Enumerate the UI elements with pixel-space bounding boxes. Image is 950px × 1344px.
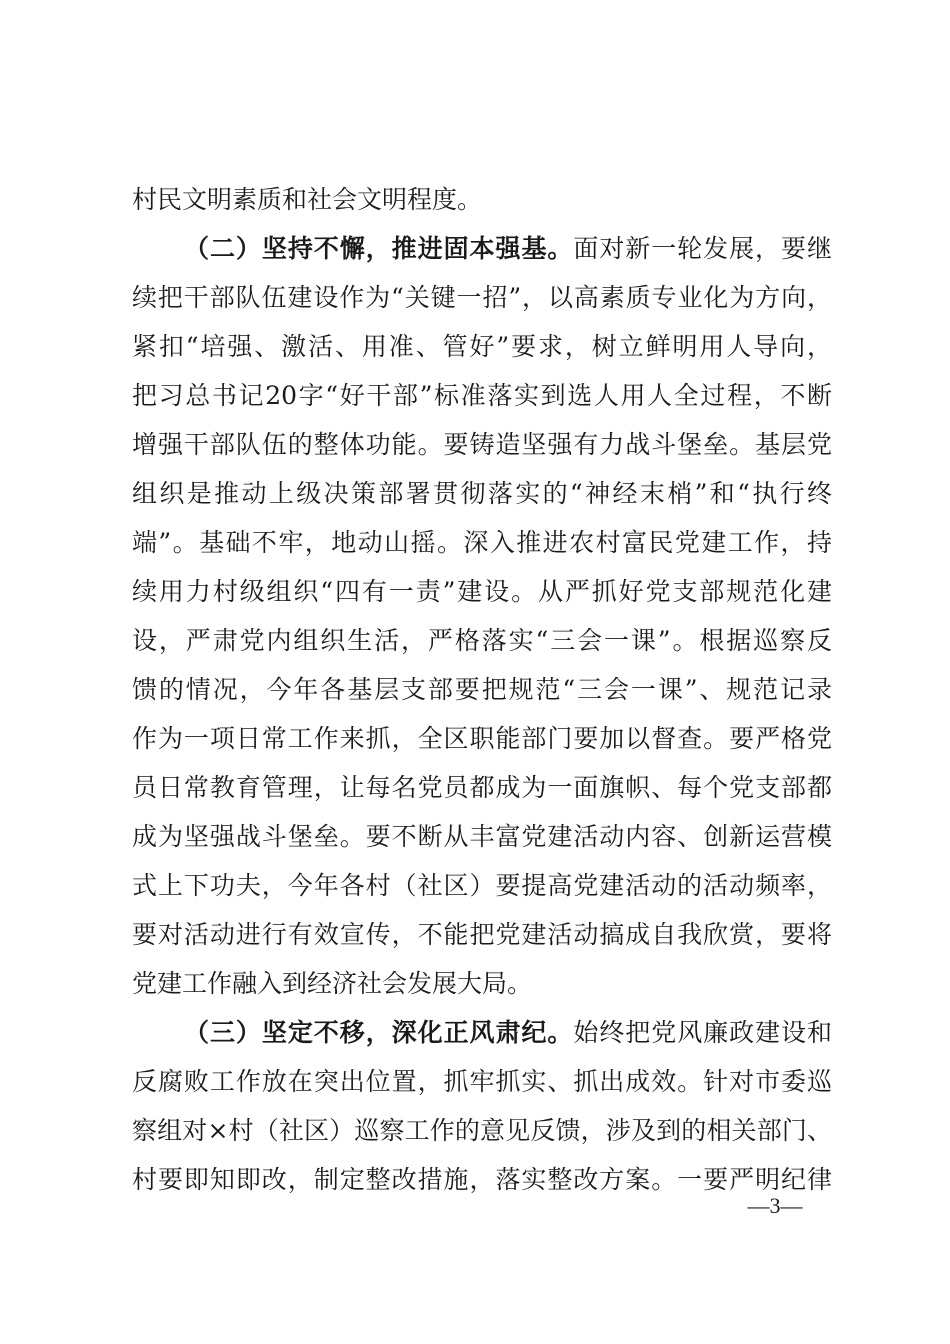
text-line: 始终把党风廉政建设和 <box>573 1018 832 1047</box>
text-line: 紧扣“培强、激活、用准、管好”要求，树立鲜明用人导向， <box>132 332 832 361</box>
text-line: 村民文明素质和社会文明程度。 <box>132 185 483 214</box>
section-2-heading: （二）坚持不懈，推进固本强基。 <box>184 234 574 263</box>
paragraph-2-first-line <box>184 227 832 271</box>
text-line: 续把干部队伍建设作为“关键一招”，以高素质专业化为方向， <box>132 283 832 312</box>
text-line: 反腐败工作放在突出位置，抓牢抓实、抓出成效。针对市委巡 <box>132 1067 832 1096</box>
text-line: 员日常教育管理，让每名党员都成为一面旗帜、每个党支部都 <box>132 773 832 802</box>
paragraph-3-first-line <box>184 1011 832 1055</box>
text-line: 组织是推动上级决策部署贯彻落实的“神经末梢”和“执行终 <box>132 479 832 508</box>
text-line: 把习总书记20字“好干部”标准落实到选人用人全过程，不断 <box>132 381 832 410</box>
page-number: —3— <box>747 1193 803 1218</box>
text-line: 增强干部队伍的整体功能。要铸造坚强有力战斗堡垒。基层党 <box>132 430 832 459</box>
text-line: 党建工作融入到经济社会发展大局。 <box>132 969 533 998</box>
text-line: 要对活动进行有效宣传，不能把党建活动搞成自我欣赏，要将 <box>132 920 832 949</box>
text-line: 馈的情况，今年各基层支部要把规范“三会一课”、规范记录 <box>132 675 832 704</box>
text-line: 察组对×村（社区）巡察工作的意见反馈，涉及到的相关部门、 <box>132 1116 832 1145</box>
text-line: 面对新一轮发展，要继 <box>573 234 832 263</box>
section-3-heading: （三）坚定不移，深化正风肃纪。 <box>184 1018 574 1047</box>
text-line: 成为坚强战斗堡垒。要不断从丰富党建活动内容、创新运营模 <box>132 822 832 851</box>
text-line: 设，严肃党内组织生活，严格落实“三会一课”。根据巡察反 <box>132 626 832 655</box>
text-line: 式上下功夫，今年各村（社区）要提高党建活动的活动频率， <box>132 871 832 900</box>
text-line: 村要即知即改，制定整改措施，落实整改方案。一要严明纪律 <box>132 1165 832 1194</box>
text-line: 续用力村级组织“四有一责”建设。从严抓好党支部规范化建 <box>132 577 832 606</box>
text-line: 端”。基础不牢，地动山摇。深入推进农村富民党建工作，持 <box>132 528 832 557</box>
text-line: 作为一项日常工作来抓，全区职能部门要加以督查。要严格党 <box>132 724 832 753</box>
